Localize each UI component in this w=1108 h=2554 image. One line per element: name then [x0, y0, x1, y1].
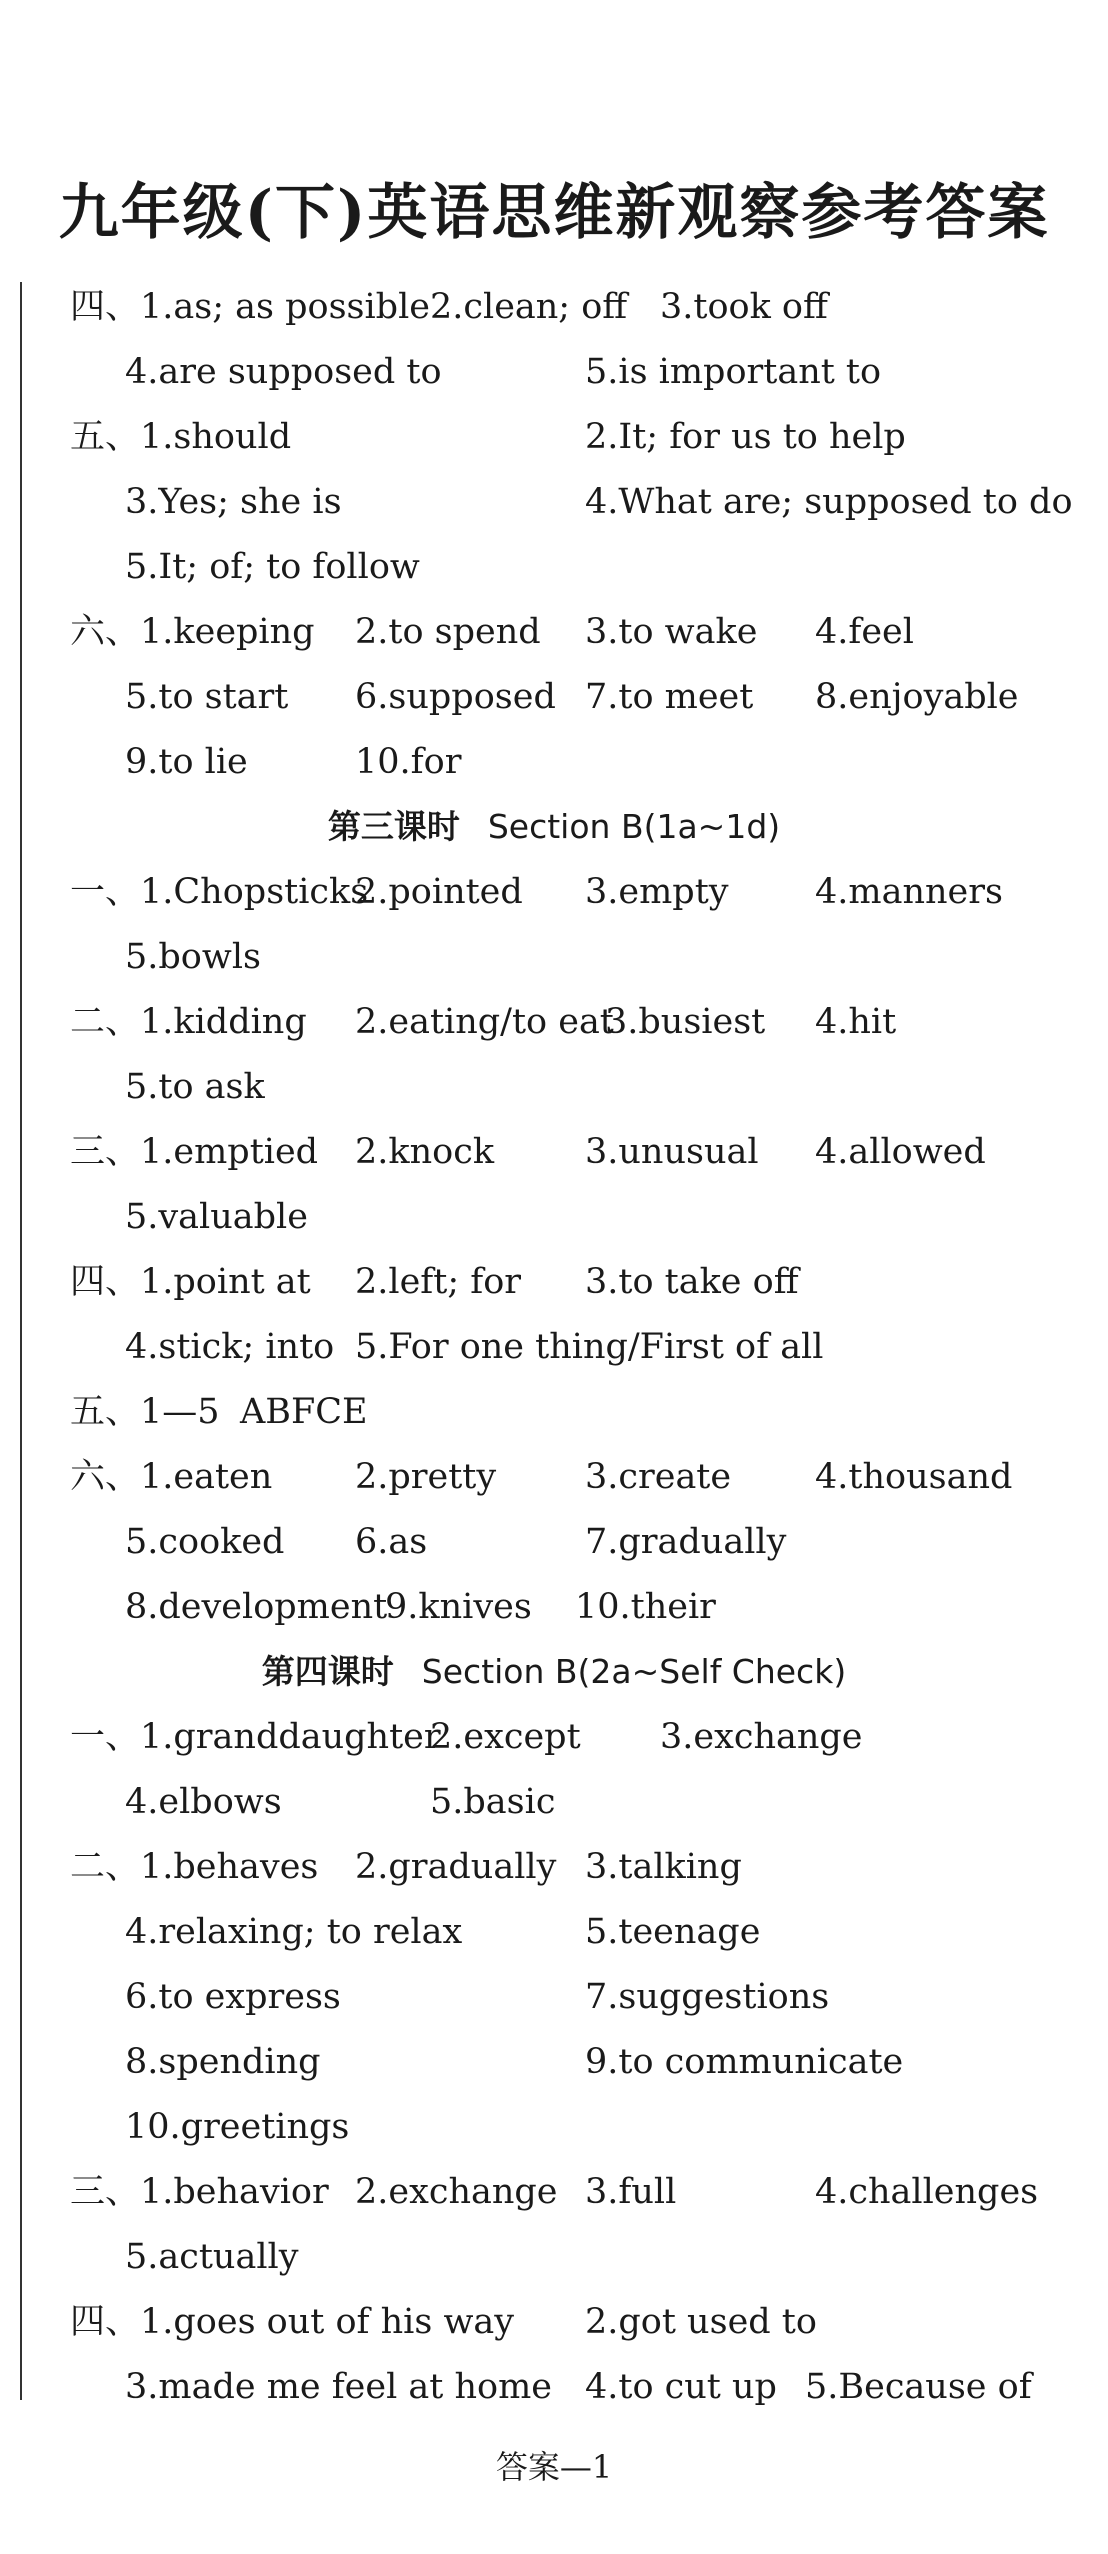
answer-item: 8.enjoyable	[815, 677, 1019, 717]
section-heading-en: Section B(2a~Self Check)	[421, 1652, 847, 1691]
answer-row	[0, 2167, 1108, 2217]
answer-item: 2.gradually	[355, 1847, 557, 1887]
answer-row	[0, 282, 1108, 332]
answer-item: 9.to lie	[125, 742, 248, 782]
answer-item: 10.greetings	[125, 2107, 350, 2147]
answer-item: 2.eating/to eat	[355, 1002, 614, 1042]
answer-item: 2.exchange	[355, 2172, 558, 2212]
answer-row	[0, 542, 1108, 592]
answer-item: 5.For one thing/First of all	[355, 1327, 824, 1367]
answer-item: 3.busiest	[605, 1002, 766, 1042]
answer-row	[0, 2297, 1108, 2347]
answer-item: 六、1.eaten	[70, 1457, 273, 1497]
answer-row	[0, 737, 1108, 787]
answer-item: 7.suggestions	[585, 1977, 830, 2017]
answer-row	[0, 607, 1108, 657]
answer-item: 4.elbows	[125, 1782, 282, 1822]
answer-row	[0, 2102, 1108, 2152]
answer-item: 四、1.as; as possible	[70, 287, 430, 327]
answer-row	[0, 1387, 1108, 1437]
answer-item: 3.exchange	[660, 1717, 863, 1757]
answer-row	[0, 412, 1108, 462]
answer-item: 3.to take off	[585, 1262, 799, 1302]
answer-row	[0, 1582, 1108, 1632]
answer-item: 五、1—5	[70, 1392, 220, 1432]
answer-row	[0, 1712, 1108, 1762]
answer-item: 5.to start	[125, 677, 289, 717]
answer-row	[0, 932, 1108, 982]
answer-item: 4.thousand	[815, 1457, 1013, 1497]
answer-item: 四、1.point at	[70, 1262, 311, 1302]
section-heading-en: Section B(1a~1d)	[487, 807, 781, 846]
answer-item: 二、1.kidding	[70, 1002, 307, 1042]
page-title: 九年级(下)英语思维新观察参考答案	[58, 178, 1050, 248]
answer-item: 7.to meet	[585, 677, 754, 717]
answer-row	[0, 1972, 1108, 2022]
answer-item: 5.valuable	[125, 1197, 308, 1237]
answer-item: 3.empty	[585, 872, 729, 912]
answer-item: 三、1.emptied	[70, 1132, 319, 1172]
answer-item: 4.manners	[815, 872, 1003, 912]
answer-item: 2.pointed	[355, 872, 523, 912]
answer-row	[0, 2037, 1108, 2087]
section-heading	[0, 802, 1108, 852]
answer-item: 4.allowed	[815, 1132, 986, 1172]
answer-row	[0, 2232, 1108, 2282]
answer-row	[0, 1842, 1108, 1892]
answer-row	[0, 1192, 1108, 1242]
answer-item: 2.knock	[355, 1132, 495, 1172]
answer-item: 一、1.granddaughter	[70, 1717, 441, 1757]
answer-item: 5.cooked	[125, 1522, 285, 1562]
answer-item: 4.hit	[815, 1002, 897, 1042]
answer-item: 2.to spend	[355, 612, 541, 652]
answer-row	[0, 672, 1108, 722]
answer-row	[0, 1777, 1108, 1827]
answer-item: 4.are supposed to	[125, 352, 442, 392]
answer-row	[0, 1452, 1108, 1502]
section-heading-cn: 第三课时	[327, 807, 460, 846]
answer-row	[0, 1257, 1108, 1307]
answer-item: 5.is important to	[585, 352, 882, 392]
answer-item: 10.for	[355, 742, 462, 782]
answer-row	[0, 1062, 1108, 1112]
section-heading	[0, 1647, 1108, 1697]
answer-row	[0, 1907, 1108, 1957]
answer-item: 4.challenges	[815, 2172, 1039, 2212]
answer-item: 三、1.behavior	[70, 2172, 329, 2212]
answer-item: 2.It; for us to help	[585, 417, 906, 457]
answer-item: 9.knives	[385, 1587, 532, 1627]
answer-row	[0, 2362, 1108, 2412]
answer-item: 3.Yes; she is	[125, 482, 342, 522]
answer-row	[0, 477, 1108, 527]
answer-item: 5.to ask	[125, 1067, 265, 1107]
answer-item: 5.It; of; to follow	[125, 547, 420, 587]
answer-item: 8.development	[125, 1587, 388, 1627]
answer-item: 8.spending	[125, 2042, 321, 2082]
answer-row	[0, 1127, 1108, 1177]
answer-item: 2.except	[430, 1717, 581, 1757]
answer-item: 6.supposed	[355, 677, 556, 717]
answer-item: 二、1.behaves	[70, 1847, 319, 1887]
answer-item: 4.stick; into	[125, 1327, 335, 1367]
section-heading-cn: 第四课时	[261, 1652, 394, 1691]
answer-item: 四、1.goes out of his way	[70, 2302, 515, 2342]
answer-item: ABFCE	[240, 1392, 368, 1432]
answer-row	[0, 997, 1108, 1047]
answer-row	[0, 347, 1108, 397]
answer-item: 7.gradually	[585, 1522, 787, 1562]
answer-item: 3.create	[585, 1457, 732, 1497]
answer-item: 3.full	[585, 2172, 677, 2212]
answer-item: 6.to express	[125, 1977, 341, 2017]
answer-item: 3.talking	[585, 1847, 742, 1887]
answer-item: 4.What are; supposed to do	[585, 482, 1073, 522]
answer-row	[0, 867, 1108, 917]
answer-item: 6.as	[355, 1522, 428, 1562]
answer-item: 3.took off	[660, 287, 828, 327]
answer-row	[0, 1322, 1108, 1372]
answer-item: 六、1.keeping	[70, 612, 315, 652]
answer-item: 5.basic	[430, 1782, 556, 1822]
answer-item: 4.to cut up	[585, 2367, 777, 2407]
answer-item: 2.got used to	[585, 2302, 817, 2342]
answer-item: 5.actually	[125, 2237, 299, 2277]
answer-item: 9.to communicate	[585, 2042, 904, 2082]
answer-item: 2.clean; off	[430, 287, 628, 327]
answer-item: 5.teenage	[585, 1912, 761, 1952]
answer-row	[0, 1517, 1108, 1567]
answer-item: 4.feel	[815, 612, 914, 652]
answer-item: 3.to wake	[585, 612, 758, 652]
answer-item: 2.pretty	[355, 1457, 497, 1497]
answer-item: 5.bowls	[125, 937, 261, 977]
answer-item: 5.Because of	[805, 2367, 1032, 2407]
answer-item: 3.made me feel at home	[125, 2367, 552, 2407]
answer-item: 五、1.should	[70, 417, 292, 457]
answer-item: 3.unusual	[585, 1132, 759, 1172]
answer-item: 4.relaxing; to relax	[125, 1912, 463, 1952]
page-footer: 答案—1	[495, 2448, 613, 2486]
answer-item: 10.their	[575, 1587, 716, 1627]
answer-item: 一、1.Chopsticks	[70, 872, 369, 912]
answer-item: 2.left; for	[355, 1262, 521, 1302]
